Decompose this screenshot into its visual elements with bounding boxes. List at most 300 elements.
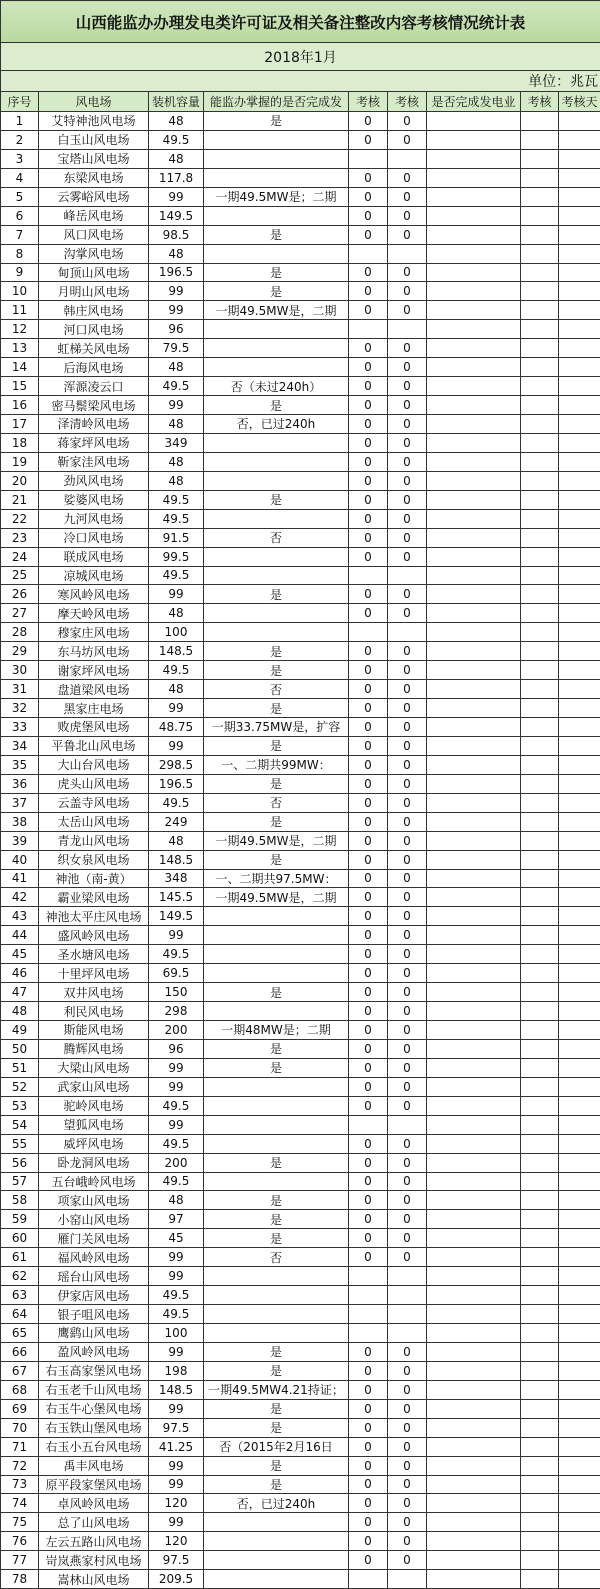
table-row: [1, 149, 600, 168]
row-index: 60: [1, 1229, 39, 1248]
table-row: [1, 1342, 600, 1361]
assessment-2: 0: [388, 585, 427, 604]
assessment-days: [559, 812, 600, 831]
assessment-3: [521, 1115, 559, 1134]
assessment-2: 0: [388, 831, 427, 850]
row-index: 44: [1, 926, 39, 945]
table-row: [1, 793, 600, 812]
table-row: [1, 983, 600, 1002]
row-index: 5: [1, 187, 39, 206]
wind-farm-name: 瑶台山风电场: [39, 1267, 149, 1286]
wind-farm-name: 伊家店风电场: [39, 1286, 149, 1305]
assessment-3: [521, 755, 559, 774]
row-index: 70: [1, 1418, 39, 1437]
completion-status: 是: [204, 1418, 349, 1437]
wind-farm-name: 神池（南-黄）: [39, 869, 149, 888]
capacity: 48.75: [149, 718, 204, 737]
wind-farm-name: 卧龙洞风电场: [39, 1153, 149, 1172]
assessment-2: 0: [388, 850, 427, 869]
assessment-1: 0: [349, 1021, 388, 1040]
wind-farm-name: 右玉小五台风电场: [39, 1437, 149, 1456]
capacity: 100: [149, 1324, 204, 1343]
wind-farm-name: 禹丰风电场: [39, 1456, 149, 1475]
assessment-3: [521, 1418, 559, 1437]
assessment-days: [559, 490, 600, 509]
completion-status: 是: [204, 850, 349, 869]
assessment-days: [559, 1437, 600, 1456]
assessment-days: [559, 831, 600, 850]
license-completion: [427, 1191, 521, 1210]
header-row: [1, 92, 600, 112]
wind-farm-name: 盘道梁风电场: [39, 680, 149, 699]
assessment-1: 0: [349, 112, 388, 131]
assessment-days: [559, 396, 600, 415]
header-wind-farm: 风电场: [39, 92, 149, 112]
row-index: 43: [1, 907, 39, 926]
assessment-2: 0: [388, 1172, 427, 1191]
license-completion: [427, 793, 521, 812]
assessment-1: 0: [349, 699, 388, 718]
assessment-2: 0: [388, 926, 427, 945]
wind-farm-name: 右玉高家堡风电场: [39, 1361, 149, 1380]
table-row: [1, 1210, 600, 1229]
completion-status: [204, 1096, 349, 1115]
assessment-1: 0: [349, 964, 388, 983]
assessment-days: [559, 547, 600, 566]
assessment-3: [521, 1248, 559, 1267]
assessment-1: 0: [349, 433, 388, 452]
assessment-1: 0: [349, 907, 388, 926]
assessment-days: [559, 983, 600, 1002]
completion-status: [204, 566, 349, 585]
capacity: 91.5: [149, 528, 204, 547]
assessment-2: 0: [388, 1058, 427, 1077]
table-row: [1, 642, 600, 661]
wind-farm-name: 虹梯关风电场: [39, 339, 149, 358]
table-row: [1, 377, 600, 396]
wind-farm-name: 织女泉风电场: [39, 850, 149, 869]
wind-farm-name: 风口风电场: [39, 225, 149, 244]
wind-farm-name: 冷口风电场: [39, 528, 149, 547]
license-completion: [427, 471, 521, 490]
assessment-days: [559, 168, 600, 187]
table-row: [1, 1475, 600, 1494]
license-completion: [427, 1532, 521, 1551]
row-index: 35: [1, 755, 39, 774]
assessment-days: [559, 1475, 600, 1494]
license-completion: [427, 755, 521, 774]
row-index: 23: [1, 528, 39, 547]
assessment-days: [559, 415, 600, 434]
license-completion: [427, 1570, 521, 1589]
assessment-days: [559, 1077, 600, 1096]
assessment-3: [521, 774, 559, 793]
completion-status: 是: [204, 1361, 349, 1380]
license-completion: [427, 812, 521, 831]
completion-status: 是: [204, 1475, 349, 1494]
assessment-2: 0: [388, 396, 427, 415]
assessment-days: [559, 471, 600, 490]
row-index: 7: [1, 225, 39, 244]
capacity: 48: [149, 680, 204, 699]
assessment-1: 0: [349, 1248, 388, 1267]
wind-farm-name: 浑源凌云口: [39, 377, 149, 396]
capacity: 49.5: [149, 793, 204, 812]
row-index: 62: [1, 1267, 39, 1286]
header-assessment-1: 考核: [349, 92, 388, 112]
capacity: 99: [149, 1267, 204, 1286]
completion-status: 否（2015年2月16日: [204, 1437, 349, 1456]
assessment-days: [559, 339, 600, 358]
assessment-1: 0: [349, 1002, 388, 1021]
capacity: 48: [149, 415, 204, 434]
license-completion: [427, 490, 521, 509]
capacity: 99: [149, 1058, 204, 1077]
assessment-3: [521, 1172, 559, 1191]
wind-farm-name: 项家山风电场: [39, 1191, 149, 1210]
assessment-days: [559, 755, 600, 774]
wind-farm-name: 劲风风电场: [39, 471, 149, 490]
header-index: 序号: [1, 92, 39, 112]
completion-status: [204, 1513, 349, 1532]
license-completion: [427, 244, 521, 263]
license-completion: [427, 528, 521, 547]
completion-status: 一、二期共97.5MW：: [204, 869, 349, 888]
capacity: 298.5: [149, 755, 204, 774]
license-completion: [427, 547, 521, 566]
assessment-2: 0: [388, 358, 427, 377]
table-row: [1, 509, 600, 528]
row-index: 12: [1, 320, 39, 339]
table-row: [1, 964, 600, 983]
completion-status: 一期49.5MW是，二期: [204, 888, 349, 907]
completion-status: 否（未过240h）: [204, 377, 349, 396]
wind-farm-name: 平鲁北山风电场: [39, 736, 149, 755]
assessment-days: [559, 130, 600, 149]
assessment-days: [559, 263, 600, 282]
completion-status: [204, 1134, 349, 1153]
row-index: 38: [1, 812, 39, 831]
assessment-3: [521, 888, 559, 907]
completion-status: [204, 1002, 349, 1021]
assessment-1: 0: [349, 225, 388, 244]
assessment-days: [559, 718, 600, 737]
assessment-days: [559, 1021, 600, 1040]
capacity: 96: [149, 1039, 204, 1058]
license-completion: [427, 850, 521, 869]
wind-farm-name: 月明山风电场: [39, 282, 149, 301]
license-completion: [427, 377, 521, 396]
license-completion: [427, 1002, 521, 1021]
completion-status: 是: [204, 1210, 349, 1229]
row-index: 26: [1, 585, 39, 604]
assessment-3: [521, 339, 559, 358]
capacity: 48: [149, 149, 204, 168]
row-index: 56: [1, 1153, 39, 1172]
assessment-days: [559, 1134, 600, 1153]
capacity: 99: [149, 1456, 204, 1475]
table-row: [1, 1229, 600, 1248]
license-completion: [427, 585, 521, 604]
wind-farm-name: 右玉老千山风电场: [39, 1380, 149, 1399]
completion-status: [204, 926, 349, 945]
assessment-3: [521, 812, 559, 831]
assessment-days: [559, 1153, 600, 1172]
table-row: [1, 1248, 600, 1267]
row-index: 76: [1, 1532, 39, 1551]
assessment-days: [559, 1570, 600, 1589]
wind-farm-name: 娑婆风电场: [39, 490, 149, 509]
assessment-days: [559, 377, 600, 396]
assessment-days: [559, 1418, 600, 1437]
assessment-2: 0: [388, 1342, 427, 1361]
completion-status: 否，已过240h: [204, 415, 349, 434]
completion-status: 否: [204, 1248, 349, 1267]
capacity: 48: [149, 244, 204, 263]
assessment-2: 0: [388, 774, 427, 793]
license-completion: [427, 1475, 521, 1494]
assessment-3: [521, 168, 559, 187]
wind-farm-name: 蒋家坪风电场: [39, 433, 149, 452]
wind-farm-name: 黑家庄电场: [39, 699, 149, 718]
completion-status: 一期49.5MW是，二期: [204, 831, 349, 850]
assessment-2: 0: [388, 509, 427, 528]
table-row: [1, 1418, 600, 1437]
assessment-1: 0: [349, 1380, 388, 1399]
table-row: [1, 320, 600, 339]
license-completion: [427, 945, 521, 964]
capacity: 148.5: [149, 850, 204, 869]
wind-farm-name: 武家山风电场: [39, 1077, 149, 1096]
completion-status: [204, 547, 349, 566]
license-completion: [427, 187, 521, 206]
assessment-3: [521, 1494, 559, 1513]
assessment-days: [559, 869, 600, 888]
capacity: 99: [149, 1342, 204, 1361]
assessment-3: [521, 528, 559, 547]
assessment-1: 0: [349, 1210, 388, 1229]
assessment-1: [349, 320, 388, 339]
wind-farm-name: 十里坪风电场: [39, 964, 149, 983]
capacity: 96: [149, 320, 204, 339]
license-completion: [427, 1172, 521, 1191]
row-index: 15: [1, 377, 39, 396]
assessment-2: [388, 623, 427, 642]
completion-status: 是: [204, 263, 349, 282]
row-index: 20: [1, 471, 39, 490]
wind-farm-name: 甸顶山风电场: [39, 263, 149, 282]
row-index: 29: [1, 642, 39, 661]
license-completion: [427, 1342, 521, 1361]
capacity: 49.5: [149, 509, 204, 528]
wind-farm-name: 艾特神池风电场: [39, 112, 149, 131]
completion-status: [204, 168, 349, 187]
row-index: 77: [1, 1551, 39, 1570]
completion-status: 是: [204, 812, 349, 831]
capacity: 209.5: [149, 1570, 204, 1589]
completion-status: 是: [204, 490, 349, 509]
assessment-2: 0: [388, 661, 427, 680]
row-index: 54: [1, 1115, 39, 1134]
assessment-3: [521, 112, 559, 131]
assessment-days: [559, 1305, 600, 1324]
license-completion: [427, 661, 521, 680]
row-index: 22: [1, 509, 39, 528]
assessment-2: 0: [388, 1513, 427, 1532]
assessment-2: 0: [388, 547, 427, 566]
table-row: [1, 926, 600, 945]
assessment-2: 0: [388, 1475, 427, 1494]
assessment-days: [559, 604, 600, 623]
license-completion: [427, 964, 521, 983]
table-row: [1, 623, 600, 642]
assessment-2: 0: [388, 1039, 427, 1058]
assessment-3: [521, 831, 559, 850]
row-index: 32: [1, 699, 39, 718]
table-row: [1, 888, 600, 907]
assessment-2: 0: [388, 263, 427, 282]
assessment-2: [388, 1286, 427, 1305]
license-completion: [427, 1513, 521, 1532]
row-index: 72: [1, 1456, 39, 1475]
assessment-days: [559, 926, 600, 945]
completion-status: [204, 907, 349, 926]
completion-status: 是: [204, 983, 349, 1002]
table-row: [1, 433, 600, 452]
row-index: 6: [1, 206, 39, 225]
assessment-1: 0: [349, 358, 388, 377]
assessment-3: [521, 149, 559, 168]
assessment-days: [559, 642, 600, 661]
capacity: 99.5: [149, 547, 204, 566]
license-completion: [427, 320, 521, 339]
assessment-2: [388, 244, 427, 263]
wind-farm-name: 霸业梁风电场: [39, 888, 149, 907]
wind-farm-name: 青龙山风电场: [39, 831, 149, 850]
assessment-2: [388, 1115, 427, 1134]
row-index: 34: [1, 736, 39, 755]
row-index: 61: [1, 1248, 39, 1267]
completion-status: [204, 1077, 349, 1096]
assessment-1: 0: [349, 1058, 388, 1077]
completion-status: 是: [204, 282, 349, 301]
capacity: 79.5: [149, 339, 204, 358]
row-index: 50: [1, 1039, 39, 1058]
table-row: [1, 831, 600, 850]
capacity: 99: [149, 1513, 204, 1532]
license-completion: [427, 168, 521, 187]
completion-status: 是: [204, 1456, 349, 1475]
assessment-days: [559, 1399, 600, 1418]
assessment-3: [521, 263, 559, 282]
capacity: 49.5: [149, 945, 204, 964]
row-index: 2: [1, 130, 39, 149]
row-index: 16: [1, 396, 39, 415]
capacity: 117.8: [149, 168, 204, 187]
assessment-3: [521, 1551, 559, 1570]
license-completion: [427, 774, 521, 793]
assessment-3: [521, 1475, 559, 1494]
row-index: 66: [1, 1342, 39, 1361]
completion-status: [204, 1305, 349, 1324]
assessment-1: 0: [349, 1532, 388, 1551]
assessment-1: [349, 1115, 388, 1134]
capacity: 99: [149, 699, 204, 718]
table-row: [1, 585, 600, 604]
completion-status: 是: [204, 396, 349, 415]
license-completion: [427, 1380, 521, 1399]
table-row: [1, 1380, 600, 1399]
capacity: 49.5: [149, 1134, 204, 1153]
license-completion: [427, 1437, 521, 1456]
wind-farm-name: 斯能风电场: [39, 1021, 149, 1040]
assessment-2: 0: [388, 377, 427, 396]
wind-farm-name: 泽清岭风电场: [39, 415, 149, 434]
license-completion: [427, 415, 521, 434]
license-completion: [427, 396, 521, 415]
table-row: [1, 1570, 600, 1589]
assessment-1: 0: [349, 1153, 388, 1172]
row-index: 57: [1, 1172, 39, 1191]
completion-status: [204, 509, 349, 528]
assessment-2: 0: [388, 301, 427, 320]
capacity: 45: [149, 1229, 204, 1248]
license-completion: [427, 282, 521, 301]
wind-farm-name: 利民风电场: [39, 1002, 149, 1021]
table-row: [1, 1096, 600, 1115]
row-index: 14: [1, 358, 39, 377]
license-completion: [427, 1115, 521, 1134]
assessment-2: [388, 1324, 427, 1343]
completion-status: [204, 623, 349, 642]
completion-status: 一期49.5MW是；二期: [204, 187, 349, 206]
assessment-3: [521, 1399, 559, 1418]
assessment-2: 0: [388, 1210, 427, 1229]
table-row: [1, 263, 600, 282]
assessment-1: 0: [349, 130, 388, 149]
assessment-1: 0: [349, 1551, 388, 1570]
license-completion: [427, 1058, 521, 1077]
table-row: [1, 1324, 600, 1343]
assessment-1: [349, 1267, 388, 1286]
assessment-2: 0: [388, 471, 427, 490]
capacity: 99: [149, 736, 204, 755]
assessment-days: [559, 945, 600, 964]
assessment-2: 0: [388, 282, 427, 301]
assessment-days: [559, 1039, 600, 1058]
unit-label: 单位：兆瓦: [1, 71, 600, 92]
assessment-1: 0: [349, 869, 388, 888]
assessment-2: 0: [388, 1532, 427, 1551]
capacity: 198: [149, 1361, 204, 1380]
assessment-days: [559, 888, 600, 907]
table-row: [1, 604, 600, 623]
table-row: [1, 358, 600, 377]
completion-status: [204, 945, 349, 964]
table-row: [1, 1002, 600, 1021]
assessment-1: 0: [349, 1191, 388, 1210]
assessment-days: [559, 1494, 600, 1513]
header-completion: 能监办掌握的是否完成发: [204, 92, 349, 112]
wind-farm-name: 九河风电场: [39, 509, 149, 528]
assessment-1: 0: [349, 661, 388, 680]
completion-status: [204, 1532, 349, 1551]
license-completion: [427, 623, 521, 642]
wind-farm-name: 凉城风电场: [39, 566, 149, 585]
assessment-2: 0: [388, 964, 427, 983]
assessment-3: [521, 1532, 559, 1551]
row-index: 24: [1, 547, 39, 566]
